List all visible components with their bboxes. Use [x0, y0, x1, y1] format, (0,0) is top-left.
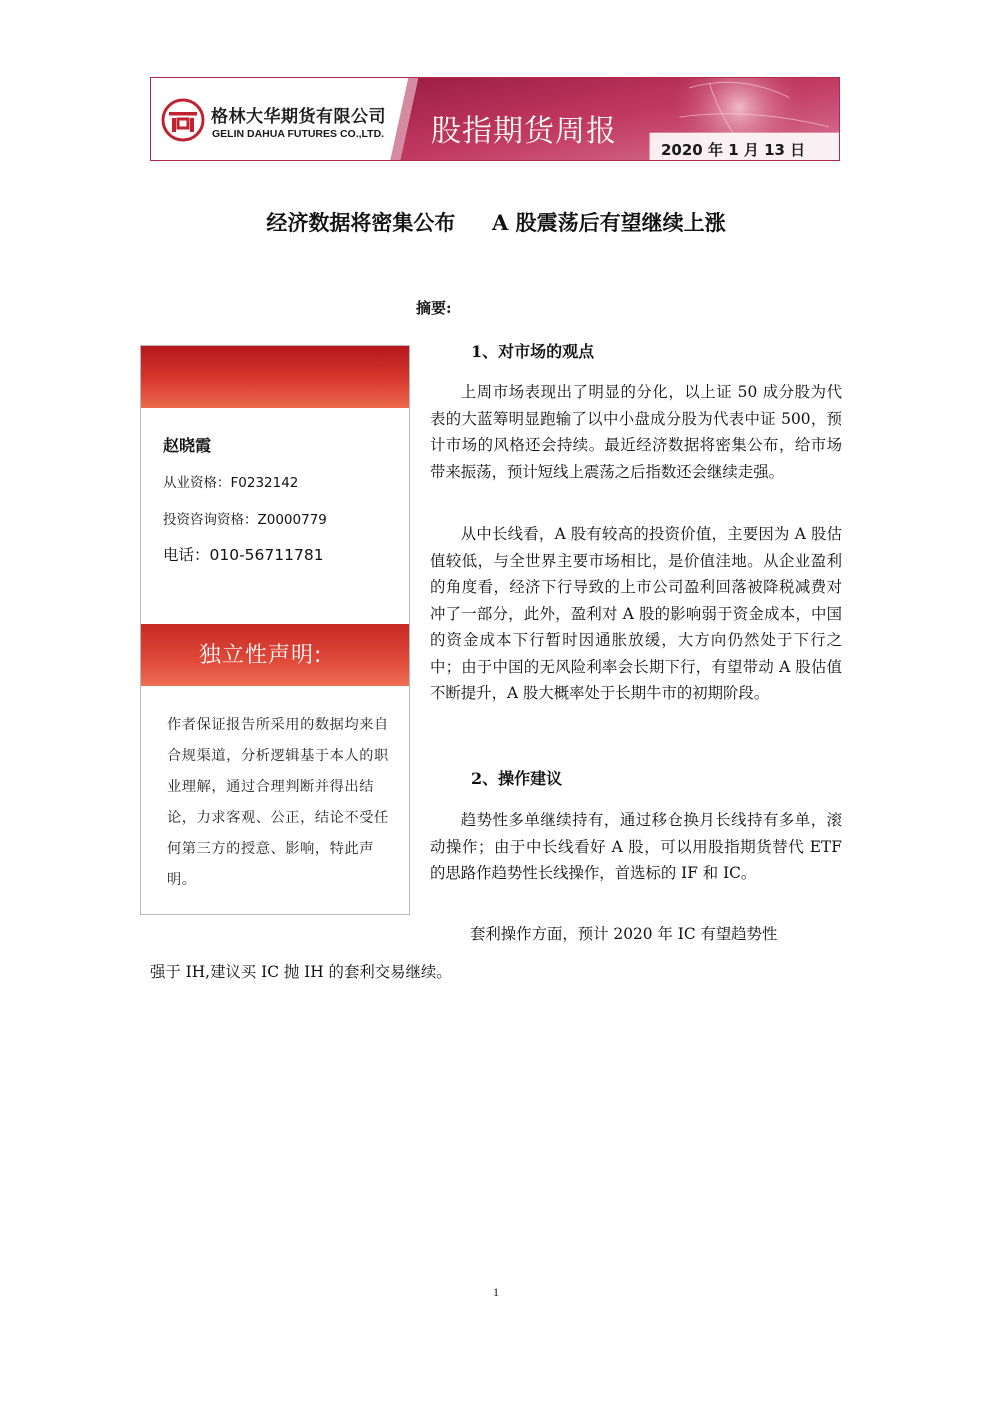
company-name-en: GELIN DAHUA FUTURES CO.,LTD. [212, 128, 385, 140]
section2-paragraph-2-line-1: 套利操作方面，预计 2020 年 IC 有望趋势性 [470, 925, 778, 943]
company-name-cn: 格林大华期货有限公司 [211, 107, 386, 127]
author-name: 赵晓霞 [163, 436, 212, 455]
report-title: 经济数据将密集公布 A 股震荡后有望继续上涨 [266, 210, 726, 235]
section2-heading: 2、操作建议 [471, 769, 563, 788]
section1-paragraph-1: 上周市场表现出了明显的分化，以上证 50 成分股为代表的大蓝筹明显跑输了以中小盘成分股为代表中证 500，预计市场的风格还会持续。最近经济数据将密集公布，给市场带来振荡，预计短线上震荡之后指数还会继续走强。 [430, 383, 842, 481]
report-date: 2020 年 1 月 13 日 [661, 141, 806, 159]
declaration-band [141, 624, 409, 686]
author-qualification: 从业资格：F0232142 [163, 475, 299, 491]
report-type-title: 股指期货周报 [431, 114, 617, 149]
abstract-label: 摘要: [416, 299, 452, 317]
author-consult-qualification: 投资咨询资格：Z0000779 [163, 512, 327, 528]
section1-heading: 1、对市场的观点 [471, 342, 595, 361]
company-logo [161, 98, 205, 142]
author-phone: 电话：010-56711781 [163, 546, 324, 564]
declaration-title: 独立性声明: [199, 643, 323, 668]
page-number: 1 [493, 1285, 499, 1299]
author-sidebar [140, 345, 410, 915]
section1-paragraph-2: 从中长线看，A 股有较高的投资价值，主要因为 A 股估值较低，与全世界主要市场相比，是价值洼地。从企业盈利的角度看，经济下行导致的上市公司盈利回落被降税减费对冲了一部分，此外，盈利对 A 股的影响弱于资金成本，中国的资金成本下行暂时因通胀放缓，大方向仍然处于下行之中；由于中国的无风险利率会长期下行，有望带动 A 股估值不断提升，A 股大概率处于长期牛市的初期阶段。 [430, 525, 842, 702]
declaration-text: 作者保证报告所采用的数据均来自合规渠道，分析逻辑基于本人的职业理解，通过合理判断并得出结论，力求客观、公正，结论不受任何第三方的授意、影响，特此声明。 [167, 717, 389, 888]
section2-paragraph-1: 趋势性多单继续持有，通过移仓换月长线持有多单，滚动操作；由于中长线看好 A 股，可以用股指期货替代 ETF 的思路作趋势性长线操作，首选标的 IF 和 IC。 [430, 811, 842, 882]
section2-paragraph-2-line-2: 强于 IH,建议买 IC 抛 IH 的套利交易继续。 [150, 963, 452, 981]
report-header-banner [150, 77, 840, 161]
sidebar-header-band [141, 346, 409, 408]
